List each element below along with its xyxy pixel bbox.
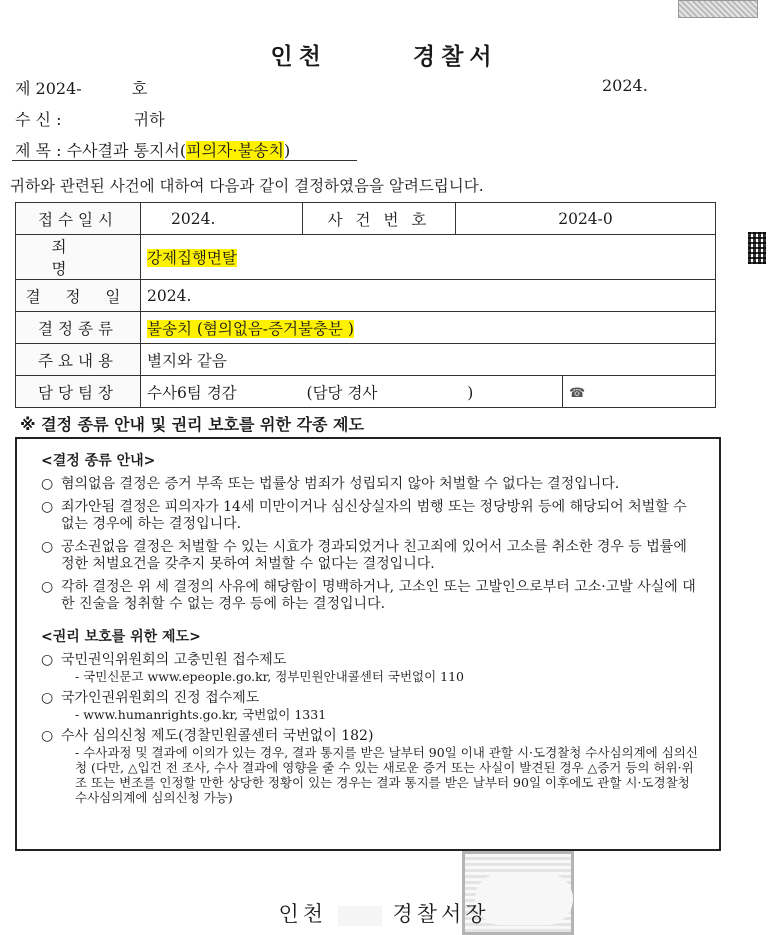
decision-type-label: 결정종류	[16, 312, 141, 344]
decision-date-value: 2024.	[141, 280, 716, 312]
notice-box	[15, 437, 721, 851]
decision-type-value: 불송치 (혐의없음-증거불충분 )	[147, 319, 354, 338]
rights-item-title: 국민권익위원회의 고충민원 접수제도	[61, 652, 287, 668]
corner-stamp-mark	[678, 0, 758, 18]
subject-close: )	[283, 141, 291, 160]
page-title	[0, 38, 768, 71]
table-row	[16, 203, 716, 235]
table-row	[16, 280, 716, 312]
doc-number-suffix: 호	[131, 79, 148, 98]
list-item	[41, 539, 701, 573]
subject-main: 수사결과 통지서(	[66, 141, 187, 160]
rights-item-detail: - 국민신문고 www.epeople.go.kr, 정부민원안내콜센터 국번없이 110	[75, 669, 465, 684]
charge-label: 죄 명	[16, 235, 141, 280]
bullet-icon: ○	[41, 476, 54, 492]
rights-item-detail: - 수사과정 및 결과에 이의가 있는 경우, 결과 통지를 받은 날부터 90일 이내 관할 시·도경찰청 수사심의계에 심의신청 (다만, △입건 전 조사, 수사 결과에 영향을 줄 수 있는 새로운 증거 또는 사실이 발견된 경우 △증거 등의 허위·위조 또는 변조를 인정할 만한 상당한 정황이 있는 경우는 결과 통지를 받은 날부터 90일 이후에도 관할 시·도경찰청 수사심의계에 심의신청 가능)	[75, 745, 698, 805]
subject-underline	[12, 160, 357, 161]
bullet-icon: ○	[41, 728, 54, 744]
decision-type-text: 공소권없음 결정은 처벌할 수 있는 시효가 경과되었거나 친고죄에 있어서 고소를 취소한 경우 등 법률에 정한 처벌요건을 갖추지 못하여 처벌할 수 없다는 결정입니다.	[61, 539, 687, 572]
footer-org: 인천	[278, 902, 328, 926]
phone-cell	[563, 376, 716, 408]
list-item	[41, 652, 701, 684]
redacted-name	[338, 906, 382, 926]
bullet-icon: ○	[41, 579, 54, 595]
barcode-mark	[748, 232, 766, 264]
rights-item-title: 국가인권위원회의 진정 접수제도	[61, 690, 260, 706]
table-row	[16, 235, 716, 280]
list-item	[41, 499, 701, 533]
footer-office: 경찰서장	[392, 902, 490, 926]
table-row	[16, 376, 716, 408]
subject-label: 제 목 :	[15, 141, 62, 160]
team-lead-cell	[141, 376, 563, 408]
receipt-date-value: 2024.	[141, 203, 303, 235]
list-item	[41, 579, 701, 613]
decision-type-text: 죄가안됨 결정은 피의자가 14세 미만이거나 심신상실자의 범행 또는 정당방위 등에 해당되어 처벌할 수 없는 경우에 하는 결정입니다.	[61, 499, 687, 532]
rights-item-detail: - www.humanrights.go.kr, 국번없이 1331	[75, 707, 327, 722]
officer-close: )	[467, 383, 474, 402]
rights-item-title: 수사 심의신청 제도(경찰민원콜센터 국번없이 182)	[61, 728, 374, 744]
charge-cell	[141, 235, 716, 280]
charge-value: 강제집행면탈	[147, 249, 237, 267]
title-org: 인천	[270, 43, 327, 70]
subject-row	[15, 138, 290, 161]
doc-date: 2024.	[602, 76, 648, 95]
receipt-date-label: 접수일시	[16, 203, 141, 235]
title-office: 경찰서	[412, 43, 498, 70]
case-number-value: 2024-0	[456, 203, 716, 235]
footer-signature	[0, 898, 768, 928]
content-label: 주요내용	[16, 344, 141, 376]
doc-number-prefix: 제 2024-	[15, 79, 82, 98]
bullet-icon: ○	[41, 499, 54, 515]
section-heading-rights: <권리 보호를 위한 제도>	[41, 629, 201, 645]
subject-highlight: 피의자·불송치	[186, 141, 284, 160]
bullet-icon: ○	[41, 690, 54, 706]
table-row	[16, 312, 716, 344]
content-value: 별지와 같음	[141, 344, 716, 376]
recipient-row	[15, 107, 165, 130]
decision-date-label: 결 정 일	[16, 280, 141, 312]
table-row	[16, 344, 716, 376]
case-number-label: 사 건 번 호	[303, 203, 456, 235]
recipient-label: 수 신 :	[15, 110, 62, 129]
list-item	[41, 728, 701, 805]
doc-number-row	[15, 76, 147, 99]
bullet-icon: ○	[41, 652, 54, 668]
decision-type-text: 혐의없음 결정은 증거 부족 또는 법률상 범죄가 성립되지 않아 처벌할 수 없다는 결정입니다.	[61, 476, 620, 492]
team-lead-label: 담당팀장	[16, 376, 141, 408]
notice-box-content	[41, 453, 701, 811]
team-lead-value: 수사6팀 경감	[147, 383, 237, 402]
decision-type-text: 각하 결정은 위 세 결정의 사유에 해당함이 명백하거나, 고소인 또는 고발인으로부터 고소·고발 사실에 대한 진술을 청취할 수 없는 경우 등에 하는 결정입니다.	[61, 579, 696, 612]
case-info-table	[15, 202, 716, 408]
section-heading-decision-types: <결정 종류 안내>	[41, 453, 156, 469]
officer-value: (담당 경사	[306, 383, 378, 402]
lead-text: 귀하와 관련된 사건에 대하여 다음과 같이 결정하였음을 알려드립니다.	[10, 177, 484, 195]
phone-icon: ☎	[569, 385, 586, 401]
list-item	[41, 476, 701, 493]
notice-title: ※ 결정 종류 안내 및 권리 보호를 위한 각종 제도	[20, 415, 364, 434]
list-item	[41, 690, 701, 722]
bullet-icon: ○	[41, 539, 54, 555]
recipient-value: 귀하	[133, 110, 165, 129]
decision-type-cell	[141, 312, 716, 344]
